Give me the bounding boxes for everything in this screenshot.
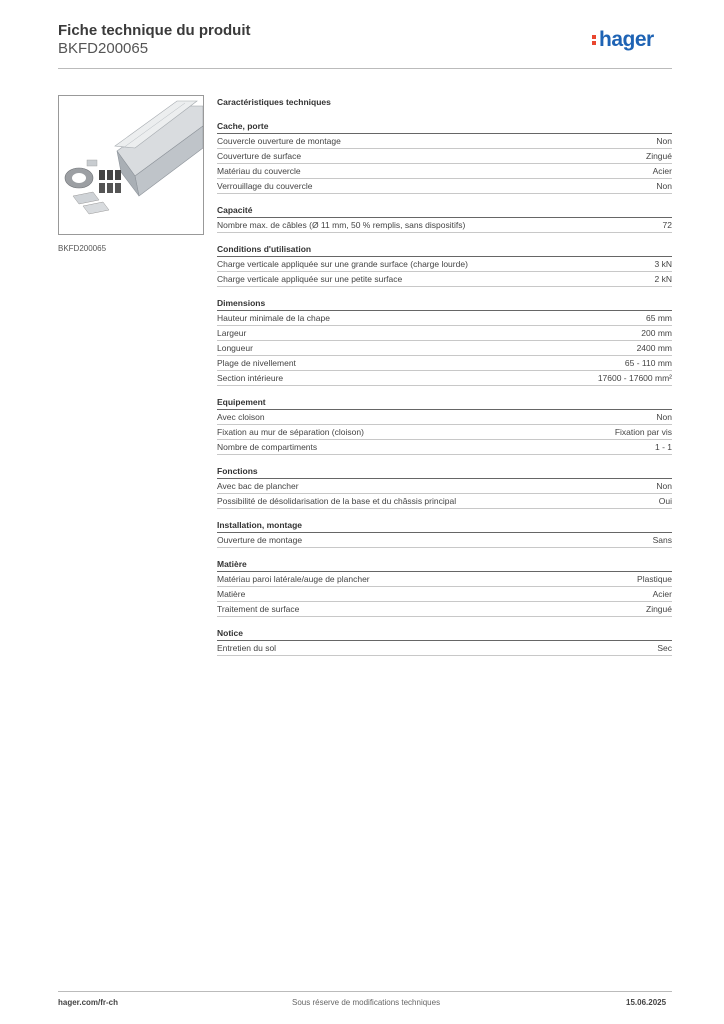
spec-row <box>217 311 672 326</box>
spec-row <box>217 602 672 617</box>
spec-label: Nombre de compartiments <box>217 442 318 452</box>
spec-row <box>217 356 672 371</box>
spec-section <box>217 297 672 386</box>
spec-value: Non <box>656 412 672 422</box>
image-caption: BKFD200065 <box>58 244 107 253</box>
spec-value: 65 mm <box>646 313 672 323</box>
spec-value: Oui <box>658 496 672 506</box>
section-title: Capacité <box>217 204 672 218</box>
spec-row <box>217 410 672 425</box>
spec-row <box>217 179 672 194</box>
section-title: Equipement <box>217 396 672 410</box>
spec-row <box>217 533 672 548</box>
spec-row <box>217 149 672 164</box>
spec-label: Ouverture de montage <box>217 535 303 545</box>
footer-disclaimer: Sous réserve de modifications techniques <box>292 998 441 1007</box>
spec-value: Acier <box>652 166 672 176</box>
section-title: Notice <box>217 627 672 641</box>
spec-label: Matière <box>217 589 246 599</box>
section-title: Fonctions <box>217 465 672 479</box>
spec-row <box>217 494 672 509</box>
spec-label: Possibilité de désolidarisation de la base et du châssis principal <box>217 496 457 506</box>
spec-label: Verrouillage du couvercle <box>217 181 313 191</box>
spec-label: Couverture de surface <box>217 151 302 161</box>
spec-value: Zingué <box>646 151 672 161</box>
page-title: Fiche technique du produit <box>58 22 251 39</box>
spec-value: 200 mm <box>641 328 672 338</box>
spec-label: Section intérieure <box>217 373 284 383</box>
spec-value: Fixation par vis <box>614 427 672 437</box>
spec-label: Traitement de surface <box>217 604 300 614</box>
spec-row <box>217 134 672 149</box>
section-title: Matière <box>217 558 672 572</box>
spec-label: Charge verticale appliquée sur une grande surface (charge lourde) <box>217 259 468 269</box>
spec-value: 3 kN <box>654 259 672 269</box>
spec-value: 2 kN <box>654 274 672 284</box>
spec-row <box>217 641 672 656</box>
spec-value: Plastique <box>637 574 672 584</box>
product-image <box>58 95 204 235</box>
spec-value: 2400 mm <box>636 343 672 353</box>
spec-row <box>217 440 672 455</box>
spec-section <box>217 465 672 509</box>
spec-row <box>217 479 672 494</box>
spec-label: Matériau du couvercle <box>217 166 301 176</box>
spec-label: Couvercle ouverture de montage <box>217 136 341 146</box>
spec-row <box>217 587 672 602</box>
spec-section <box>217 519 672 548</box>
spec-row <box>217 425 672 440</box>
spec-section <box>217 396 672 455</box>
section-title: Conditions d'utilisation <box>217 243 672 257</box>
cable-duct-illustration-icon <box>59 96 203 234</box>
spec-value: Zingué <box>646 604 672 614</box>
spec-section <box>217 627 672 656</box>
spec-row <box>217 218 672 233</box>
technical-specs <box>217 96 672 666</box>
footer-divider <box>58 991 672 992</box>
spec-section <box>217 243 672 287</box>
specs-heading: Caractéristiques techniques <box>217 97 331 107</box>
spec-row <box>217 257 672 272</box>
spec-value: 65 - 110 mm <box>624 358 672 368</box>
spec-row <box>217 341 672 356</box>
header-divider <box>58 68 672 69</box>
spec-value: Sec <box>657 643 672 653</box>
spec-row <box>217 371 672 386</box>
spec-row <box>217 164 672 179</box>
spec-value: Non <box>656 136 672 146</box>
hager-logo <box>592 28 654 52</box>
spec-label: Charge verticale appliquée sur une petite surface <box>217 274 403 284</box>
logo-text: hager <box>599 28 654 51</box>
spec-value: Acier <box>652 589 672 599</box>
spec-row <box>217 572 672 587</box>
spec-label: Matériau paroi latérale/auge de plancher <box>217 574 370 584</box>
spec-label: Avec bac de plancher <box>217 481 299 491</box>
footer-date: 15.06.2025 <box>626 998 667 1007</box>
spec-label: Entretien du sol <box>217 643 277 653</box>
footer-website[interactable]: hager.com/fr-ch <box>58 998 119 1007</box>
spec-label: Fixation au mur de séparation (cloison) <box>217 427 364 437</box>
spec-row <box>217 272 672 287</box>
spec-label: Avec cloison <box>217 412 265 422</box>
section-title: Installation, montage <box>217 519 672 533</box>
spec-sections <box>217 120 672 656</box>
spec-label: Longueur <box>217 343 253 353</box>
spec-value: 17600 - 17600 mm² <box>597 373 672 383</box>
product-code: BKFD200065 <box>58 40 149 57</box>
spec-section <box>217 120 672 194</box>
logo-dots-icon <box>592 33 597 47</box>
section-title: Dimensions <box>217 297 672 311</box>
spec-label: Nombre max. de câbles (Ø 11 mm, 50 % remplis, sans dispositifs) <box>217 220 466 230</box>
spec-value: Non <box>656 481 672 491</box>
spec-value: Sans <box>652 535 672 545</box>
page-header <box>58 22 251 58</box>
spec-label: Largeur <box>217 328 247 338</box>
spec-row <box>217 326 672 341</box>
spec-label: Plage de nivellement <box>217 358 296 368</box>
spec-value: Non <box>656 181 672 191</box>
spec-section <box>217 558 672 617</box>
spec-value: 72 <box>662 220 672 230</box>
spec-value: 1 - 1 <box>654 442 672 452</box>
spec-label: Hauteur minimale de la chape <box>217 313 330 323</box>
spec-section <box>217 204 672 233</box>
section-title: Cache, porte <box>217 120 672 134</box>
